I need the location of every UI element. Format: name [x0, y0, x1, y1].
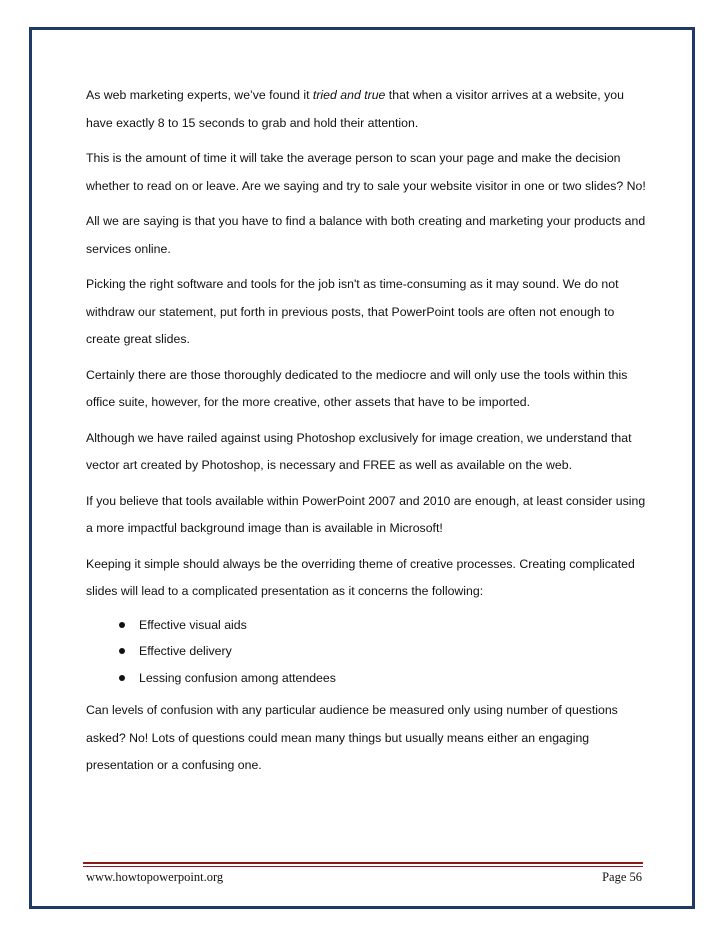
list-item — [86, 665, 646, 692]
list-item-text: Effective visual aids — [139, 617, 247, 632]
paragraph-6: Although we have railed against using Photoshop exclusively for image creation, we understand that vector art created by Photoshop, is necessary and FREE as well as available on the web. — [86, 430, 632, 472]
bullet-icon — [119, 648, 125, 654]
list-item-text: Effective delivery — [139, 644, 232, 658]
paragraph-1-start: As web marketing experts, we’ve found it — [86, 88, 313, 102]
paragraph-1-emphasis: tried and true — [312, 88, 386, 102]
paragraph-7: If you believe that tools available within PowerPoint 2007 and 2010 are enough, at least consider using a more impactful background image than is available in Microsoft! — [86, 493, 646, 535]
paragraph-9: Can levels of confusion with any particular audience be measured only using number of questions asked? No! Lots of questions could mean many things but usually means either an engaging presentation or a confusing one. — [86, 703, 618, 772]
page-number: Page 56 — [602, 870, 642, 884]
paragraph-2: This is the amount of time it will take the average person to scan your page and make the decision whether to read on or leave. Are we saying and try to sale your website visitor in one or two slides? No! — [86, 151, 646, 193]
list-item — [86, 638, 646, 665]
paragraph-5: Certainly there are those thoroughly dedicated to the mediocre and will only use the tools within this office suite, however, for the more creative, other assets that have to be imported. — [86, 367, 628, 409]
footer-divider — [83, 862, 643, 864]
bullet-list — [86, 612, 646, 692]
list-item — [86, 612, 646, 639]
footer-divider-thin — [83, 866, 643, 867]
paragraph-1 — [86, 82, 646, 137]
paragraph-4: Picking the right software and tools for the job isn't as time-consuming as it may sound. We do not withdraw our statement, put forth in previous posts, that PowerPoint tools are often not enough to create great slides. — [86, 277, 619, 346]
footer-website: www.howtopowerpoint.org — [86, 870, 224, 884]
paragraph-8: Keeping it simple should always be the overriding theme of creative processes. Creating complicated slides will lead to a complicated presentation as it concerns the following: — [86, 556, 635, 598]
bullet-icon — [119, 675, 125, 681]
paragraph-1-end: that when a visitor arrives at a website, you have exactly 8 to 15 seconds to grab and hold their attention. — [86, 88, 624, 130]
page-content — [86, 82, 646, 788]
bullet-icon — [119, 622, 125, 628]
paragraph-3: All we are saying is that you have to find a balance with both creating and marketing your products and services online. — [86, 214, 646, 256]
list-item-text: Lessing confusion among attendees — [139, 670, 336, 685]
